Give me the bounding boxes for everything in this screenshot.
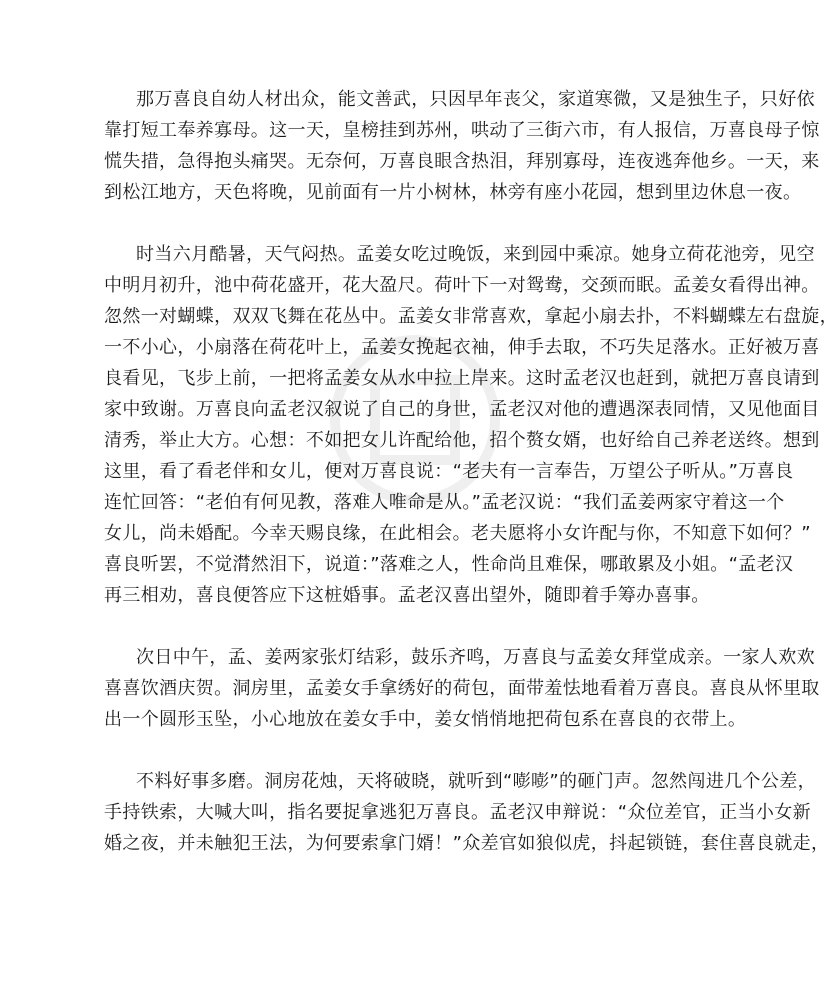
text-line: 连忙回答：“老伯有何见教，落难人唯命是从。”孟老汉说：“我们孟姜两家守着这一个 (104, 492, 785, 513)
text-line: 出一个圆形玉坠，小心地放在姜女手中，姜女悄悄地把荷包系在喜良的衣带上。 (104, 709, 747, 730)
text-line: 婚之夜，并未触犯王法，为何要索拿门婿！”众差官如狼似虎，抖起锁链，套住喜良就走， (104, 833, 830, 854)
text-line: 中明月初升，池中荷花盛开，花大盈尺。荷叶下一对鸳鸯，交颈而眠。孟姜女看得出神。 (104, 275, 820, 296)
paragraph-gap (104, 735, 728, 766)
text-line: 女儿，尚未婚配。今幸天赐良缘，在此相会。老夫愿将小女许配与你，不知意下如何？” (104, 523, 811, 544)
text-line: 喜良听罢，不觉潸然泪下，说道：”落难之人，性命尚且难保，哪敢累及小姐。“孟老汉 (104, 554, 794, 575)
text-line: 不料好事多磨。洞房花烛，天将破晓，就听到“嘭嘭”的砸门声。忽然闯进几个公差， (136, 771, 816, 792)
text-line: 手持铁索，大喊大叫，指名要捉拿逃犯万喜良。孟老汉申辩说：“众位差官，正当小女新 (104, 802, 811, 823)
paragraph-gap (104, 611, 728, 642)
text-line: 那万喜良自幼人材出众，能文善武，只因早年丧父，家道寒微，又是独生子，只好依 (136, 89, 815, 110)
document-body (104, 84, 838, 859)
text-line: 忽然一对蝴蝶，双双飞舞在花丛中。孟姜女非常喜欢，拿起小扇去扑，不料蝴蝶左右盘旋， (104, 306, 838, 327)
text-line: 这里，看了看老伴和女儿，便对万喜良说：“老夫有一言奉告，万望公子听从。”万喜良 (104, 461, 794, 482)
text-line: 再三相劝，喜良便答应下这桩婚事。孟老汉喜出望外，随即着手筹办喜事。 (104, 585, 710, 606)
text-line: 慌失措，急得抱头痛哭。无奈何，万喜良眼含热泪，拜别寡母，连夜逃奔他乡。一天，来 (104, 151, 820, 172)
text-line: 靠打短工奉养寡母。这一天，皇榜挂到苏州，哄动了三街六市，有人报信，万喜良母子惊 (104, 120, 820, 141)
text-line: 到松江地方，天色将晚，见前面有一片小树林，林旁有座小花园，想到里边休息一夜。 (104, 182, 802, 203)
paragraph (104, 84, 820, 208)
text-line: 次日中午，孟、姜两家张灯结彩，鼓乐齐鸣，万喜良与孟姜女拜堂成亲。一家人欢欢 (136, 647, 815, 668)
text-line: 喜喜饮酒庆贺。洞房里，孟姜女手拿绣好的荷包，面带羞怯地看着万喜良。喜良从怀里取 (104, 678, 820, 699)
text-line: 清秀，举止大方。心想：不如把女儿许配给他，招个赘女婿，也好给自己养老送终。想到 (104, 430, 820, 451)
text-line: 家中致谢。万喜良向孟老汉叙说了自己的身世，孟老汉对他的遭遇深表同情，又见他面目 (104, 399, 820, 420)
paragraph (104, 766, 830, 859)
paragraph-gap (104, 208, 728, 239)
paragraph (104, 642, 820, 735)
paragraph (104, 239, 838, 611)
text-line: 良看见，飞步上前，一把将孟姜女从水中拉上岸来。这时孟老汉也赶到，就把万喜良请到 (104, 368, 820, 389)
text-line: 一不小心，小扇落在荷花叶上，孟姜女挽起衣袖，伸手去取，不巧失足落水。正好被万喜 (104, 337, 820, 358)
text-line: 时当六月酷暑，天气闷热。孟姜女吃过晚饭，来到园中乘凉。她身立荷花池旁，见空 (136, 244, 815, 265)
